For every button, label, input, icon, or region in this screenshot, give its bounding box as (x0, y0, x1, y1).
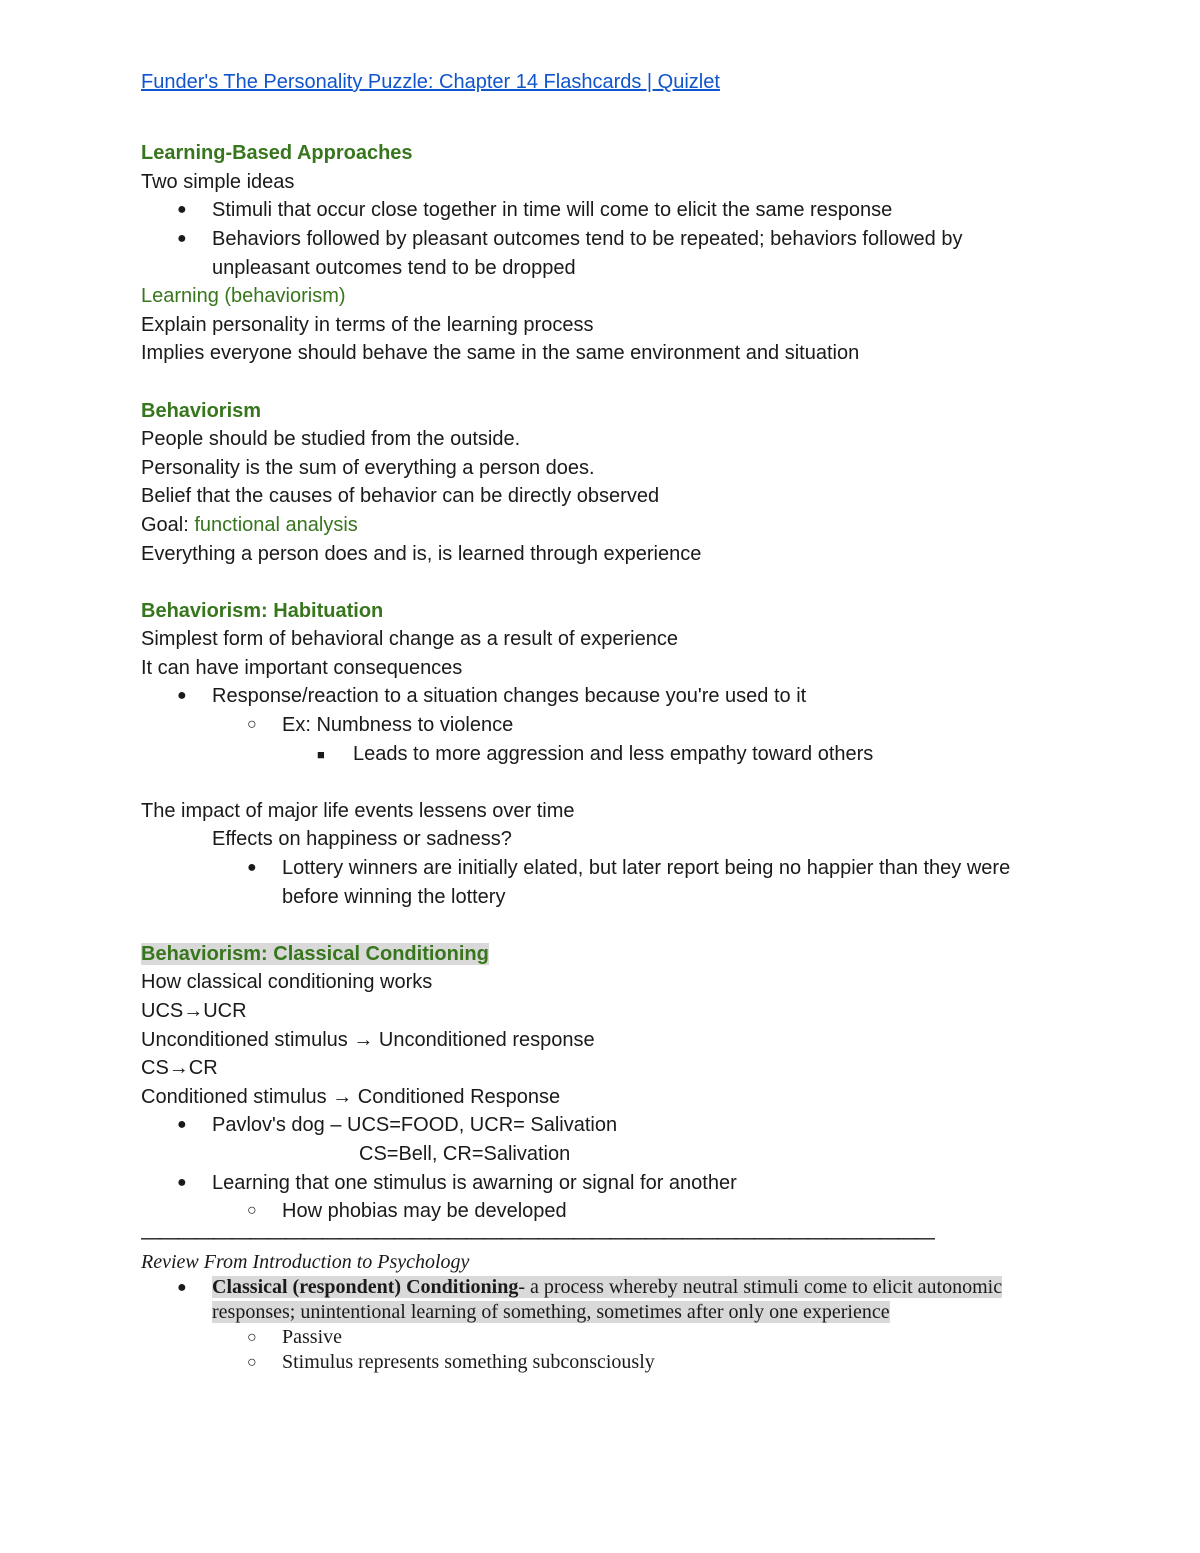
text-line: It can have important consequences (141, 656, 463, 679)
bullet-square-icon: ■ (317, 746, 325, 762)
list-item: ● Stimuli that occur close together in time will come to elicit the same response (141, 196, 1061, 225)
text-line: Explain personality in terms of the learning process (141, 313, 594, 336)
text-line: UCS→UCR (141, 1000, 247, 1022)
bullet-disc-icon: ● (177, 1173, 187, 1191)
bullet-circle-icon: ○ (247, 716, 257, 734)
text-line: Two simple ideas (141, 170, 295, 193)
bullet-disc-icon: ● (247, 859, 257, 877)
list-item: ● Learning that one stimulus is awarning or signal for another (141, 1169, 1061, 1198)
heading-behaviorism: Behaviorism (141, 399, 262, 422)
heading-habituation: Behaviorism: Habituation (141, 599, 384, 622)
text-line: CS=Bell, CR=Salivation (359, 1142, 571, 1165)
bullet-disc-icon: ● (177, 687, 187, 705)
bullet-disc-icon: ● (177, 229, 187, 247)
bullet-disc-icon: ● (177, 1116, 187, 1134)
list-item: ● Pavlov's dog – UCS=FOOD, UCR= Salivation (141, 1111, 1061, 1140)
list-item: ○ How phobias may be developed (141, 1197, 1061, 1226)
heading-classical-conditioning: Behaviorism: Classical Conditioning (141, 942, 489, 965)
text-line: Unconditioned stimulus → Unconditioned response (141, 1028, 595, 1051)
bullet-circle-icon: ○ (247, 1202, 257, 1220)
divider-rule: ———————————————————————————————————————————— (141, 1226, 933, 1249)
heading-learning-based: Learning-Based Approaches (141, 142, 413, 165)
list-item: ● Lottery winners are initially elated, but later report being no happier than they were before winning the lottery (141, 854, 1061, 911)
bullet-disc-icon: ● (177, 1278, 187, 1296)
text-line: Everything a person does and is, is learned through experience (141, 542, 702, 565)
text-line: Conditioned stimulus → Conditioned Response (141, 1085, 561, 1108)
bullet-disc-icon: ● (177, 201, 187, 219)
quizlet-link[interactable]: Funder's The Personality Puzzle: Chapter 14 Flashcards | Quizlet (141, 71, 720, 93)
review-title: Review From Introduction to Psychology (141, 1250, 470, 1273)
text-line: Personality is the sum of everything a person does. (141, 456, 595, 479)
list-item: ■ Leads to more aggression and less empathy toward others (141, 740, 1061, 769)
list-item: ● Behaviors followed by pleasant outcomes tend to be repeated; behaviors followed by unpleasant outcomes tend to be dropped (141, 225, 1061, 282)
goal-line: Goal: functional analysis (141, 513, 358, 536)
list-item: ● Classical (respondent) Conditioning- a process whereby neutral stimuli come to elicit autonomic responses; unintentional learning of something, sometimes after only one experience (177, 1275, 1003, 1323)
text-line: Effects on happiness or sadness? (212, 828, 512, 851)
subheading-learning: Learning (behaviorism) (141, 285, 346, 308)
bullet-circle-icon: ○ (247, 1328, 257, 1346)
text-line: Simplest form of behavioral change as a result of experience (141, 628, 678, 651)
bullet-circle-icon: ○ (247, 1353, 257, 1371)
list-item: ○ Passive (247, 1325, 342, 1348)
text-line: How classical conditioning works (141, 971, 433, 994)
text-line: Belief that the causes of behavior can be directly observed (141, 485, 660, 508)
list-item: ○ Ex: Numbness to violence (141, 711, 1061, 740)
text-line: Implies everyone should behave the same in the same environment and situation (141, 342, 860, 365)
list-item: ● Response/reaction to a situation changes because you're used to it (141, 682, 1061, 711)
list-item: ○ Stimulus represents something subconsciously (247, 1350, 655, 1373)
text-line: The impact of major life events lessens over time (141, 799, 575, 822)
text-line: CS→CR (141, 1057, 218, 1080)
text-line: People should be studied from the outside. (141, 428, 521, 451)
document-body (141, 68, 1061, 1375)
